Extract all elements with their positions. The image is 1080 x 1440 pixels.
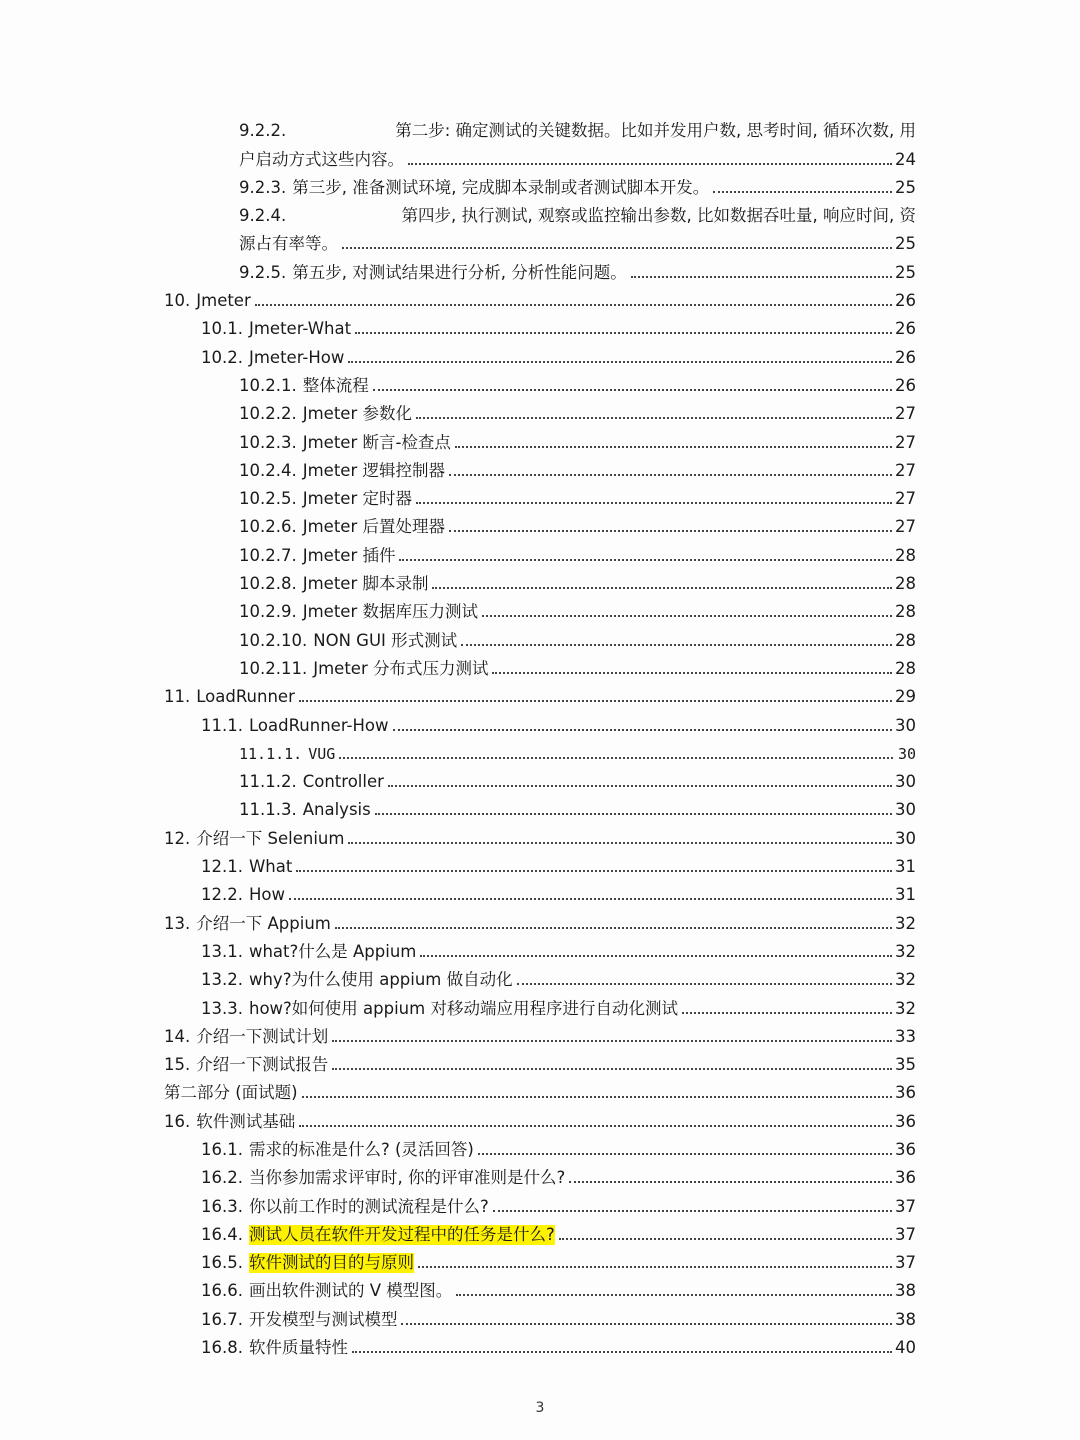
dot-leader [456, 1294, 892, 1296]
toc-entry-11-1-3[interactable] [0, 792, 1080, 820]
toc-entry-page: 27 [895, 404, 916, 424]
toc-entry-title: Jmeter 数据库压力测试 [302, 602, 478, 622]
toc-entry-title: 介绍一下测试报告 [196, 1055, 329, 1075]
toc-entry-title: Jmeter-What [248, 319, 352, 339]
toc-entry-number: 16. [164, 1111, 191, 1131]
toc-entry-11[interactable] [0, 679, 1080, 707]
toc-entry-page: 36 [895, 1111, 916, 1131]
toc-entry-number: 13.1. [201, 941, 243, 961]
toc-entry-10-2[interactable] [0, 339, 1080, 367]
toc-entry-title: 第四步, 执行测试, 观察或监控输出参数, 比如数据吞吐量, 响应时间, 资 [401, 206, 916, 226]
dot-leader [482, 615, 892, 617]
toc-entry-16-3[interactable] [0, 1188, 1080, 1216]
toc-entry-page: 30 [895, 828, 916, 848]
toc-entry-page: 31 [895, 885, 916, 905]
toc-entry-11-1-2[interactable] [0, 764, 1080, 792]
toc-entry-10-2-6[interactable] [0, 509, 1080, 537]
toc-entry-page: 26 [895, 347, 916, 367]
toc-entry-13-1[interactable] [0, 934, 1080, 962]
toc-entry-page: 36 [895, 1083, 916, 1103]
toc-entry-title: Jmeter [196, 291, 251, 311]
toc-entry-page: 27 [895, 432, 916, 452]
toc-entry-number: 9.2.4. [239, 206, 287, 226]
dot-leader [416, 417, 892, 419]
toc-entry-10-2-4[interactable] [0, 453, 1080, 481]
dot-leader [299, 1125, 892, 1127]
toc-entry-title: Jmeter 后置处理器 [302, 517, 445, 537]
toc-entry-number: 11.1.1. [239, 744, 303, 763]
dot-leader [355, 332, 892, 334]
toc-entry-10[interactable] [0, 283, 1080, 311]
toc-entry-page: 32 [895, 970, 916, 990]
toc-entry-page: 35 [895, 1055, 916, 1075]
toc-entry-number: 10.2.5. [239, 489, 297, 509]
dot-leader [289, 898, 892, 900]
dot-leader [342, 247, 892, 249]
toc-entry-title: Jmeter 分布式压力测试 [313, 658, 489, 678]
dot-leader [299, 700, 892, 702]
toc-entry-9-2-3[interactable] [0, 170, 1080, 198]
dot-leader [682, 1012, 892, 1014]
toc-entry-title: 当你参加需求评审时, 你的评审准则是什么? [248, 1168, 566, 1188]
toc-entry-page: 25 [895, 234, 916, 254]
toc-entry-title: Jmeter-How [248, 347, 345, 367]
toc-entry-9-2-2[interactable] [0, 113, 1080, 170]
toc-entry-number: 10.2.6. [239, 517, 297, 537]
toc-entry-title: 介绍一下 Appium [196, 913, 331, 933]
toc-entry-number: 9.2.2. [239, 121, 287, 141]
toc-entry-number: 10.2.3. [239, 432, 297, 452]
toc-entry-number: 11.1.3. [239, 800, 297, 820]
toc-entry-title: 第三步, 准备测试环境, 完成脚本录制或者测试脚本开发。 [292, 177, 710, 197]
toc-entry-part-two[interactable] [0, 1075, 1080, 1103]
dot-leader [401, 1323, 892, 1325]
toc-entry-title: What [248, 857, 293, 877]
dot-leader [388, 785, 892, 787]
toc-entry-title-continued: 户启动方式这些内容。 [239, 149, 404, 169]
toc-entry-number: 11.1. [201, 715, 243, 735]
toc-entry-title: Jmeter 定时器 [302, 489, 412, 509]
dot-leader [373, 389, 892, 391]
toc-entry-title: 介绍一下测试计划 [196, 1026, 329, 1046]
dot-leader [408, 163, 892, 165]
toc-entry-page: 26 [895, 319, 916, 339]
toc-entry-page: 30 [895, 772, 916, 792]
toc-entry-number: 12.2. [201, 885, 243, 905]
toc-entry-title: Jmeter 脚本录制 [302, 574, 429, 594]
toc-entry-16-6[interactable] [0, 1273, 1080, 1301]
toc-entry-number: 10.2.8. [239, 574, 297, 594]
toc-entry-page: 30 [895, 715, 916, 735]
toc-entry-page: 32 [895, 941, 916, 961]
toc-entry-number: 10.2.9. [239, 602, 297, 622]
toc-entry-page: 27 [895, 460, 916, 480]
toc-entry-10-2-1[interactable] [0, 368, 1080, 396]
toc-entry-16-8[interactable] [0, 1330, 1080, 1358]
toc-entry-title: 介绍一下 Selenium [196, 828, 345, 848]
toc-entry-page: 32 [895, 998, 916, 1018]
toc-entry-13-2[interactable] [0, 962, 1080, 990]
toc-entry-title: Analysis [302, 800, 371, 820]
dot-leader [393, 729, 893, 731]
toc-entry-16[interactable] [0, 1103, 1080, 1131]
dot-leader [352, 1351, 892, 1353]
dot-leader [255, 304, 892, 306]
toc-entry-title: LoadRunner [196, 687, 295, 707]
toc-entry-12-1[interactable] [0, 849, 1080, 877]
toc-entry-page: 30 [897, 744, 916, 763]
toc-entry-10-2-8[interactable] [0, 566, 1080, 594]
dot-leader [296, 870, 892, 872]
toc-entry-title-highlighted: 测试人员在软件开发过程中的任务是什么? [248, 1224, 555, 1244]
toc-entry-page: 38 [895, 1309, 916, 1329]
toc-entry-number: 16.2. [201, 1168, 243, 1188]
dot-leader [332, 1040, 892, 1042]
toc-entry-number: 10.2.11. [239, 658, 308, 678]
toc-entry-12-2[interactable] [0, 877, 1080, 905]
dot-leader [455, 446, 892, 448]
dot-leader [335, 927, 892, 929]
toc-entry-number: 13.3. [201, 998, 243, 1018]
toc-entry-page: 33 [895, 1026, 916, 1046]
toc-entry-number: 13.2. [201, 970, 243, 990]
toc-entry-page: 30 [895, 800, 916, 820]
toc-entry-11-1[interactable] [0, 707, 1080, 735]
toc-entry-13[interactable] [0, 905, 1080, 933]
dot-leader [348, 842, 892, 844]
toc-entry-16-4[interactable] [0, 1217, 1080, 1245]
dot-leader [478, 1153, 892, 1155]
dot-leader [569, 1181, 892, 1183]
toc-entry-title: VUG [308, 744, 336, 763]
toc-entry-title: Jmeter 断言-检查点 [302, 432, 451, 452]
toc-entry-number: 9.2.5. [239, 262, 287, 282]
toc-entry-9-2-5[interactable] [0, 254, 1080, 282]
toc-entry-page: 26 [895, 291, 916, 311]
toc-entry-title: 你以前工作时的测试流程是什么? [248, 1196, 489, 1216]
toc-entry-16-1[interactable] [0, 1132, 1080, 1160]
toc-entry-number: 12. [164, 828, 191, 848]
toc-entry-10-2-7[interactable] [0, 537, 1080, 565]
toc-entry-title: Jmeter 逻辑控制器 [302, 460, 445, 480]
toc-entry-title: 整体流程 [302, 375, 369, 395]
toc-entry-page: 40 [895, 1338, 916, 1358]
toc-entry-10-2-5[interactable] [0, 481, 1080, 509]
toc-entry-title: what?什么是 Appium [248, 941, 417, 961]
toc-entry-number: 13. [164, 913, 191, 933]
toc-entry-title: 软件测试基础 [196, 1111, 296, 1131]
dot-leader [432, 587, 892, 589]
toc-entry-number: 10.2.4. [239, 460, 297, 480]
toc-entry-number: 14. [164, 1026, 191, 1046]
toc-entry-number: 9.2.3. [239, 177, 287, 197]
toc-entry-page: 28 [895, 545, 916, 565]
toc-entry-title: why?为什么使用 appium 做自动化 [248, 970, 513, 990]
dot-leader [631, 276, 892, 278]
toc-entry-page: 25 [895, 262, 916, 282]
toc-entry-page: 27 [895, 517, 916, 537]
toc-entry-number: 10.2. [201, 347, 243, 367]
toc-entry-title: 软件质量特性 [248, 1338, 348, 1358]
toc-entry-title-highlighted: 软件测试的目的与原则 [248, 1253, 414, 1273]
toc-entry-number: 10. [164, 291, 191, 311]
toc-entry-16-7[interactable] [0, 1301, 1080, 1329]
toc-entry-page: 28 [895, 630, 916, 650]
dot-leader [416, 502, 892, 504]
toc-entry-number: 16.7. [201, 1309, 243, 1329]
toc-entry-11-1-1[interactable] [0, 736, 1080, 764]
toc-entry-title: LoadRunner-How [248, 715, 389, 735]
toc-entry-page: 32 [895, 913, 916, 933]
toc-entry-page: 29 [895, 687, 916, 707]
toc-entry-title: 第二步: 确定测试的关键数据。比如并发用户数, 思考时间, 循环次数, 用 [395, 121, 916, 141]
toc-entry-title: How [248, 885, 285, 905]
toc-entry-title: 第二部分 (面试题) [164, 1083, 298, 1103]
dot-leader [348, 361, 892, 363]
toc-entry-number: 16.8. [201, 1338, 243, 1358]
toc-entry-page: 26 [895, 375, 916, 395]
toc-entry-page: 31 [895, 857, 916, 877]
dot-leader [492, 672, 892, 674]
toc-entry-number: 16.1. [201, 1139, 243, 1159]
toc-entry-title: NON GUI 形式测试 [313, 630, 458, 650]
toc-entry-16-5[interactable] [0, 1245, 1080, 1273]
toc-entry-13-3[interactable] [0, 990, 1080, 1018]
dot-leader [375, 813, 892, 815]
toc-entry-title-continued: 源占有率等。 [239, 234, 338, 254]
toc-entry-number: 15. [164, 1055, 191, 1075]
dot-leader [339, 757, 893, 759]
toc-entry-9-2-4[interactable] [0, 198, 1080, 255]
toc-entry-page: 37 [895, 1224, 916, 1244]
toc-entry-number: 16.5. [201, 1253, 243, 1273]
toc-entry-number: 10.2.1. [239, 375, 297, 395]
toc-entry-page: 27 [895, 489, 916, 509]
dot-leader [517, 983, 892, 985]
toc-entry-number: 10.1. [201, 319, 243, 339]
dot-leader [418, 1266, 892, 1268]
toc-entry-title: Jmeter 插件 [302, 545, 396, 565]
toc-entry-number: 11.1.2. [239, 772, 297, 792]
dot-leader [449, 474, 892, 476]
toc-entry-number: 10.2.7. [239, 545, 297, 565]
toc-entry-page: 36 [895, 1168, 916, 1188]
toc-entry-10-2-2[interactable] [0, 396, 1080, 424]
toc-entry-page: 25 [895, 177, 916, 197]
toc-entry-page: 37 [895, 1253, 916, 1273]
toc-entry-16-2[interactable] [0, 1160, 1080, 1188]
toc-entry-10-2-10[interactable] [0, 622, 1080, 650]
toc-entry-number: 16.4. [201, 1224, 243, 1244]
dot-leader [302, 1096, 892, 1098]
toc-entry-number: 11. [164, 687, 191, 707]
toc-entry-page: 28 [895, 602, 916, 622]
table-of-contents [0, 113, 1080, 1358]
dot-leader [461, 644, 892, 646]
toc-entry-page: 36 [895, 1139, 916, 1159]
dot-leader [332, 1068, 892, 1070]
toc-entry-page: 38 [895, 1281, 916, 1301]
dot-leader [493, 1210, 892, 1212]
toc-entry-15[interactable] [0, 1047, 1080, 1075]
toc-entry-title: 第五步, 对测试结果进行分析, 分析性能问题。 [292, 262, 627, 282]
toc-entry-number: 10.2.2. [239, 404, 297, 424]
toc-entry-10-1[interactable] [0, 311, 1080, 339]
toc-entry-10-2-9[interactable] [0, 594, 1080, 622]
toc-entry-page: 24 [895, 149, 916, 169]
toc-entry-title: how?如何使用 appium 对移动端应用程序进行自动化测试 [248, 998, 678, 1018]
toc-entry-number: 10.2.10. [239, 630, 308, 650]
toc-entry-10-2-3[interactable] [0, 424, 1080, 452]
toc-entry-title: Controller [302, 772, 384, 792]
toc-entry-title: 需求的标准是什么? (灵活回答) [248, 1139, 474, 1159]
toc-entry-number: 16.3. [201, 1196, 243, 1216]
page-number: 3 [535, 1400, 545, 1416]
toc-entry-12[interactable] [0, 820, 1080, 848]
toc-entry-number: 12.1. [201, 857, 243, 877]
toc-entry-title: 开发模型与测试模型 [248, 1309, 398, 1329]
toc-entry-page: 28 [895, 658, 916, 678]
toc-entry-page: 37 [895, 1196, 916, 1216]
toc-entry-10-2-11[interactable] [0, 651, 1080, 679]
toc-entry-title: 画出软件测试的 V 模型图。 [248, 1281, 453, 1301]
toc-entry-page: 28 [895, 574, 916, 594]
toc-entry-title: Jmeter 参数化 [302, 404, 412, 424]
dot-leader [399, 559, 892, 561]
toc-entry-number: 16.6. [201, 1281, 243, 1301]
toc-entry-14[interactable] [0, 1019, 1080, 1047]
dot-leader [559, 1238, 892, 1240]
dot-leader [449, 530, 892, 532]
dot-leader [713, 191, 892, 193]
dot-leader [420, 955, 892, 957]
